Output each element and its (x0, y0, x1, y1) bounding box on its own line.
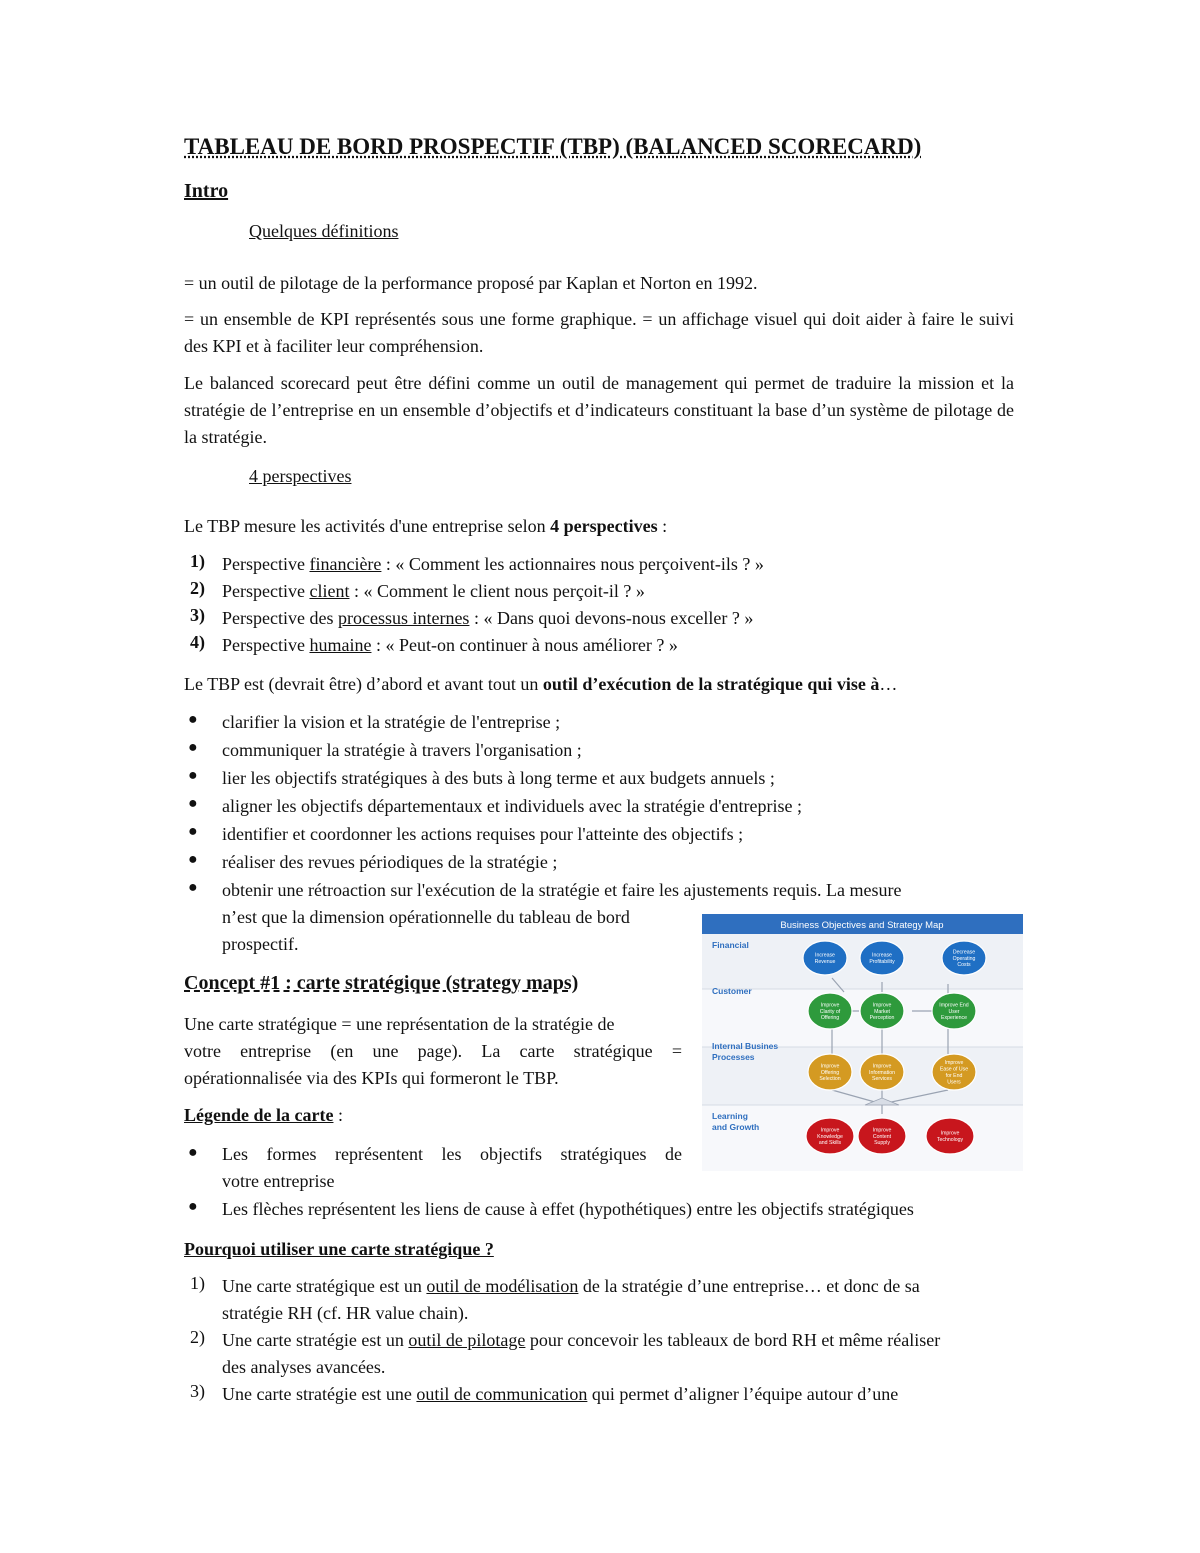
perspective-item: Perspective des processus internes : « Dans quoi devons-nous exceller ? » (222, 608, 754, 628)
objective-label: Decrease Operating Costs (952, 949, 976, 969)
why-item: Une carte stratégie est un outil de pilotage pour concevoir les tableaux de bord RH et même réaliser (222, 1330, 941, 1350)
bullet-item: réaliser des revues périodiques de la stratégie ; (222, 852, 558, 872)
legend-item: Les formes représentent les objectifs stratégiques de (222, 1144, 682, 1164)
bullet-dot: ● (188, 739, 198, 756)
bullet-item: aligner les objectifs départementaux et individuels avec la stratégie d'entreprise ; (222, 796, 803, 816)
objective-label: Improve Offering Selection (819, 1063, 841, 1083)
why-item-continuation: des analyses avancées. (222, 1357, 386, 1377)
list-number: 3) (190, 605, 205, 625)
execution-sentence: Le TBP est (devrait être) d’abord et avant tout un outil d’exécution de la stratégique qui vise à… (184, 674, 898, 694)
definition-1: = un outil de pilotage de la performance proposé par Kaplan et Norton en 1992. (184, 273, 758, 293)
perspectives-intro: Le TBP mesure les activités d'une entreprise selon 4 perspectives : (184, 516, 668, 536)
bullet-dot: ● (188, 851, 198, 868)
row-label-internal-line2: Processes (712, 1052, 755, 1062)
bullet-dot: ● (188, 795, 198, 812)
bullet-item: communiquer la stratégie à travers l'organisation ; (222, 740, 582, 760)
bullet-dot: ● (188, 823, 198, 840)
definitions-subheading: Quelques définitions (249, 221, 399, 241)
list-number: 4) (190, 632, 205, 652)
list-number: 1) (190, 1273, 205, 1293)
row-label-learning-line2: and Growth (712, 1122, 760, 1132)
bullet-item: lier les objectifs stratégiques à des buts à long terme et aux budgets annuels ; (222, 768, 775, 788)
concept1-text: votre entreprise (en une page). La carte stratégique = (184, 1041, 682, 1061)
list-number: 3) (190, 1381, 205, 1401)
perspective-item: Perspective humaine : « Peut-on continuer à nous améliorer ? » (222, 635, 678, 655)
objective-label: Increase Profitability (869, 952, 895, 965)
concept1-text: Une carte stratégique = une représentation de la stratégie de (184, 1014, 615, 1034)
bullet-item: clarifier la vision et la stratégie de l'entreprise ; (222, 712, 561, 732)
bullet-item: obtenir une rétroaction sur l'exécution de la stratégie et faire les ajustements requis. La mesure (222, 880, 902, 900)
document-title: TABLEAU DE BORD PROSPECTIF (TBP) (BALANCED SCORECARD) (184, 134, 922, 159)
objective-label: Improve Market Perception (869, 1002, 895, 1022)
concept1-heading: Concept #1 : carte stratégique (strategy maps) (184, 972, 579, 994)
row-label-learning-line1: Learning (712, 1111, 748, 1121)
concept1-text: opérationnalisée via des KPIs qui formeront le TBP. (184, 1068, 559, 1088)
bullet-dot: ● (188, 879, 198, 896)
why-item: Une carte stratégique est un outil de modélisation de la stratégie d’une entreprise… et donc de sa (222, 1276, 920, 1296)
definition-2: = un ensemble de KPI représentés sous une forme graphique. = un affichage visuel qui doit aider à faire le suivi des KPI et à faciliter leur compréhension. (184, 309, 1014, 356)
bullet-item-continuation: prospectif. (222, 934, 299, 954)
list-number: 1) (190, 551, 205, 571)
legend-item: Les flèches représentent les liens de cause à effet (hypothétiques) entre les objectifs stratégiques (222, 1199, 914, 1219)
bullet-dot: ● (188, 1198, 198, 1215)
objective-label: Improve Knowledge and Skills (817, 1127, 843, 1147)
bullet-item-continuation: n’est que la dimension opérationnelle du tableau de bord (222, 907, 630, 927)
legend-heading: Légende de la carte : (184, 1105, 343, 1125)
row-label-internal-line1: Internal Busines (712, 1041, 779, 1051)
bullet-item: identifier et coordonner les actions requises pour l'atteinte des objectifs ; (222, 824, 744, 844)
objective-label: Improve Technology (936, 1130, 964, 1143)
perspective-item: Perspective client : « Comment le client nous perçoit-il ? » (222, 581, 645, 601)
bullet-dot: ● (188, 1144, 198, 1161)
legend-item-continuation: votre entreprise (222, 1171, 335, 1191)
why-item: Une carte stratégie est une outil de communication qui permet d’aligner l’équipe autour d’une (222, 1384, 899, 1404)
perspective-item: Perspective financière : « Comment les actionnaires nous perçoivent-ils ? » (222, 554, 764, 574)
objective-label: Increase Revenue (814, 952, 836, 965)
objective-label: Improve Clarity of Offering (819, 1002, 841, 1022)
objective-label: Improve Information Services (869, 1063, 895, 1083)
row-label-financial: Financial (712, 940, 749, 950)
objective-label: Improve End User Experience (939, 1002, 969, 1022)
list-number: 2) (190, 578, 205, 598)
strategy-map-figure (702, 914, 1023, 1171)
bullet-dot: ● (188, 767, 198, 784)
figure-title: Business Objectives and Strategy Map (780, 920, 944, 931)
list-number: 2) (190, 1327, 205, 1347)
intro-heading: Intro (184, 180, 229, 202)
why-item-continuation: stratégie RH (cf. HR value chain). (222, 1303, 469, 1323)
perspectives-subheading: 4 perspectives (249, 466, 352, 486)
row-label-customer: Customer (712, 986, 752, 996)
objective-label: Improve Content Supply (872, 1127, 892, 1147)
why-heading: Pourquoi utiliser une carte stratégique ? (184, 1239, 494, 1259)
bullet-dot: ● (188, 711, 198, 728)
objective-label: Improve Ease of Use for End Users (939, 1060, 969, 1086)
definition-3: Le balanced scorecard peut être défini comme un outil de management qui permet de traduire la mission et la stratégie de l’entreprise en un ensemble d’objectifs et d’indicateurs constituant la base d’un système de pilotage de la stratégie. (184, 373, 1014, 447)
